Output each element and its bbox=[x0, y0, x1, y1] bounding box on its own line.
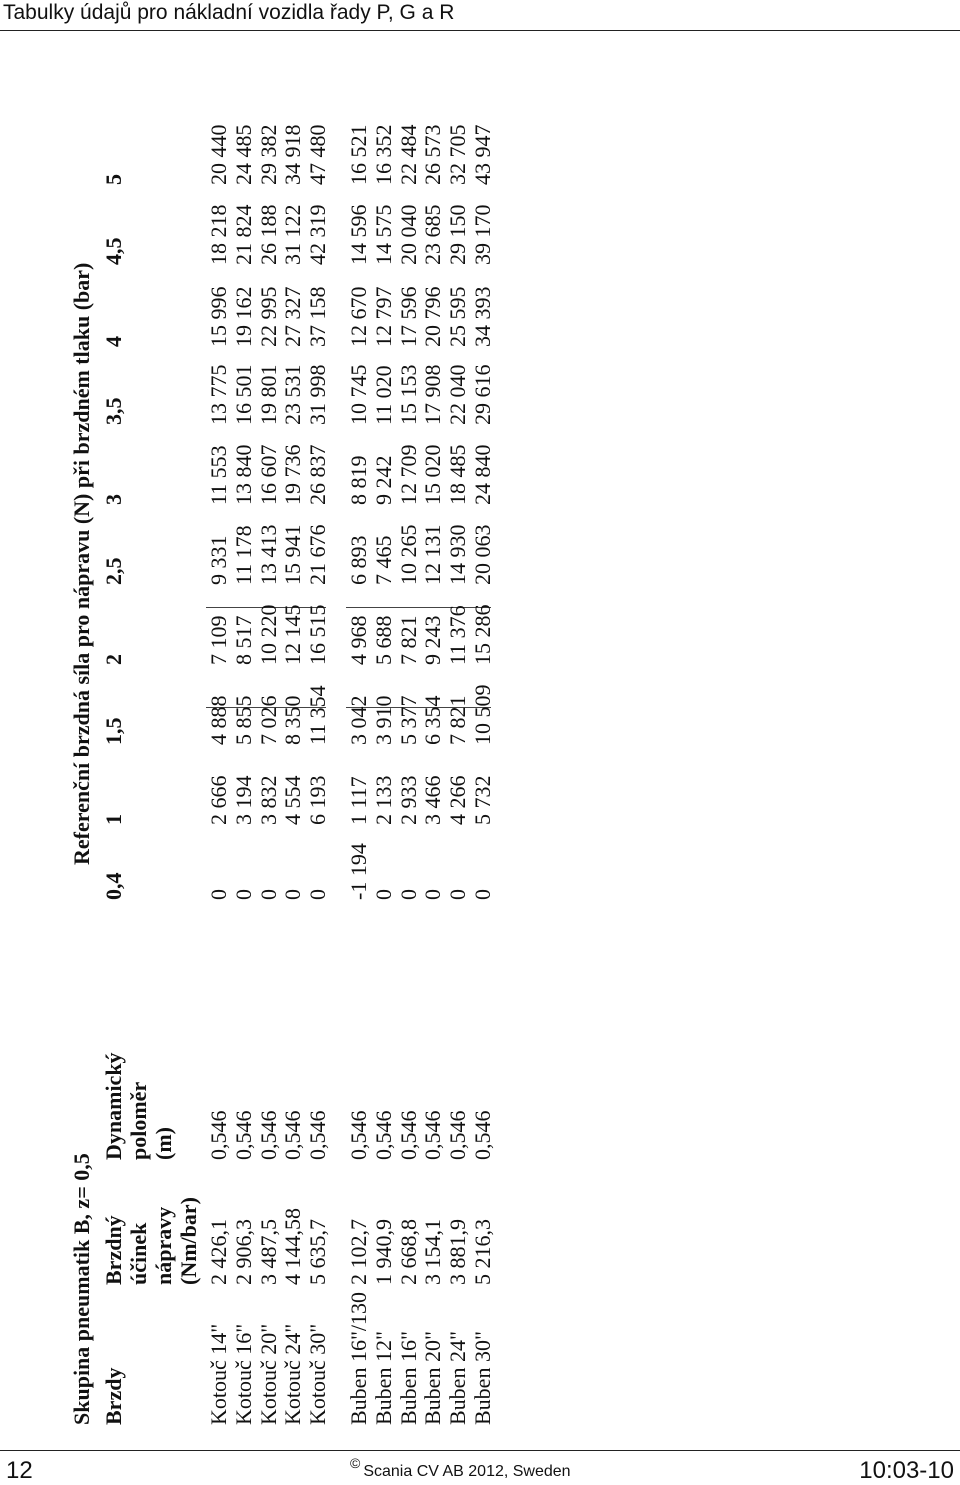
table-cell-force: 10 265 bbox=[395, 524, 421, 585]
table-cell-radius: 0,546 bbox=[230, 1110, 256, 1160]
table-cell-radius: 0,546 bbox=[305, 1110, 331, 1160]
table-cell-force: 3 832 bbox=[255, 775, 281, 825]
table-cell-force: 5 688 bbox=[370, 615, 396, 665]
table-cell-force: 2 666 bbox=[206, 775, 231, 825]
table-cell-force: 29 616 bbox=[470, 364, 495, 425]
table-cell-radius: 0,546 bbox=[445, 1110, 471, 1160]
table-reference-title: Referenční brzdná síla pro nápravu (N) při brzdném tlaku (bar) bbox=[69, 262, 94, 865]
table-cell-force: 26 573 bbox=[420, 124, 446, 185]
table-row-brake: Buben 30" bbox=[470, 1331, 495, 1425]
table-cell-effect: 3 487,5 bbox=[255, 1219, 281, 1285]
table-cell-force: 9 243 bbox=[420, 615, 446, 665]
table-cell-force: 3 042 bbox=[346, 695, 371, 745]
table-cell-radius: 0,546 bbox=[370, 1110, 396, 1160]
table-group-title: Skupina pneumatik B, z= 0,5 bbox=[69, 1153, 94, 1425]
table-cell-force: 16 501 bbox=[230, 364, 256, 425]
table-row-brake: Kotouč 20" bbox=[255, 1323, 281, 1425]
table-cell-force: 43 947 bbox=[470, 124, 495, 185]
table-row-brake: Buben 20" bbox=[420, 1331, 446, 1425]
table-cell-effect: 3 154,1 bbox=[420, 1219, 446, 1285]
table-row-brake: Kotouč 30" bbox=[305, 1323, 331, 1425]
table-cell-radius: 0,546 bbox=[395, 1110, 421, 1160]
table-cell-effect: 2 426,1 bbox=[206, 1219, 231, 1285]
table-cell-force: 4 968 bbox=[346, 615, 371, 665]
table-cell-effect: 2 102,7 bbox=[346, 1219, 371, 1285]
table-cell-force: 17 908 bbox=[420, 364, 446, 425]
table-cell-force: 0 bbox=[230, 889, 256, 900]
table-cell-force: 5 855 bbox=[230, 695, 256, 745]
table-cell-force: 23 531 bbox=[280, 364, 306, 425]
table-cell-force: 20 440 bbox=[206, 124, 231, 185]
pressure-header: 3,5 bbox=[101, 397, 126, 425]
table-cell-effect: 3 881,9 bbox=[445, 1219, 471, 1285]
pressure-header: 0,4 bbox=[101, 872, 126, 900]
table-cell-force: 14 575 bbox=[370, 204, 396, 265]
table-cell-force: 13 775 bbox=[206, 364, 231, 425]
table-cell-force: 11 354 bbox=[305, 685, 331, 745]
table-cell-force: 3 194 bbox=[230, 775, 256, 825]
table-cell-force: 26 837 bbox=[305, 444, 331, 505]
table-cell-force: 23 685 bbox=[420, 204, 446, 265]
table-cell-force: -1 194 bbox=[346, 843, 371, 900]
table-cell-force: 4 554 bbox=[280, 775, 306, 825]
table-cell-force: 7 026 bbox=[255, 695, 281, 745]
table-cell-force: 0 bbox=[420, 889, 446, 900]
table-cell-radius: 0,546 bbox=[420, 1110, 446, 1160]
table-cell-force: 19 162 bbox=[230, 286, 256, 347]
pressure-header: 5 bbox=[101, 174, 126, 185]
table-cell-force: 10 745 bbox=[346, 364, 371, 425]
table-cell-force: 15 996 bbox=[206, 286, 231, 347]
table-cell-force: 12 145 bbox=[280, 604, 306, 665]
table-cell-force: 21 824 bbox=[230, 204, 256, 265]
table-cell-force: 25 595 bbox=[445, 286, 471, 347]
table-cell-force: 0 bbox=[445, 889, 471, 900]
table-cell-force: 7 821 bbox=[395, 615, 421, 665]
table-cell-force: 6 893 bbox=[346, 535, 371, 585]
table-cell-effect: 1 940,9 bbox=[370, 1219, 396, 1285]
table-row-brake: Kotouč 24" bbox=[280, 1323, 306, 1425]
brake-force-table bbox=[64, 124, 495, 1425]
table-cell-effect: 5 635,7 bbox=[305, 1219, 331, 1285]
table-cell-force: 0 bbox=[395, 889, 421, 900]
table-cell-force: 7 821 bbox=[445, 695, 471, 745]
table-cell-force: 27 327 bbox=[280, 286, 306, 347]
table-cell-force: 17 596 bbox=[395, 286, 421, 347]
table-cell-radius: 0,546 bbox=[346, 1110, 371, 1160]
table-cell-force: 47 480 bbox=[305, 124, 331, 185]
table-cell-force: 37 158 bbox=[305, 286, 331, 347]
table-cell-force: 24 485 bbox=[230, 124, 256, 185]
copyright-icon: © bbox=[350, 1455, 361, 1471]
pressure-header: 2 bbox=[101, 654, 126, 665]
table-cell-force: 31 122 bbox=[280, 204, 306, 265]
table-cell-force: 6 193 bbox=[305, 775, 331, 825]
table-row-brake: Buben 16" bbox=[395, 1331, 421, 1425]
table-cell-force: 12 670 bbox=[346, 286, 371, 347]
table-cell-force: 13 840 bbox=[230, 444, 256, 505]
table-cell-force: 18 218 bbox=[206, 204, 231, 265]
table-cell-force: 19 736 bbox=[280, 444, 306, 505]
table-cell-effect: 4 144,58 bbox=[280, 1208, 306, 1285]
table-cell-force: 20 796 bbox=[420, 286, 446, 347]
table-cell-force: 4 266 bbox=[445, 775, 471, 825]
table-row-brake: Kotouč 14" bbox=[206, 1323, 231, 1425]
table-cell-effect: 5 216,3 bbox=[470, 1219, 495, 1285]
table-cell-force: 0 bbox=[255, 889, 281, 900]
table-cell-radius: 0,546 bbox=[206, 1110, 231, 1160]
table-cell-force: 11 376 bbox=[445, 605, 471, 665]
table-cell-force: 8 350 bbox=[280, 695, 306, 745]
table-cell-force: 1 117 bbox=[346, 776, 371, 825]
table-cell-force: 0 bbox=[370, 889, 396, 900]
table-cell-force: 21 676 bbox=[305, 524, 331, 585]
table-row-brake: Buben 24" bbox=[445, 1331, 471, 1425]
copyright-text: Scania CV AB 2012, Sweden bbox=[363, 1463, 571, 1480]
table-cell-force: 22 040 bbox=[445, 364, 471, 425]
table-cell-force: 4 888 bbox=[206, 695, 231, 745]
table-cell-force: 8 819 bbox=[346, 455, 371, 505]
table-cell-force: 18 485 bbox=[445, 444, 471, 505]
table-cell-force: 12 131 bbox=[420, 524, 446, 585]
table-cell-force: 10 509 bbox=[470, 684, 495, 745]
table-cell-radius: 0,546 bbox=[470, 1110, 495, 1160]
page-header bbox=[0, 0, 960, 31]
table-cell-force: 16 352 bbox=[370, 124, 396, 185]
page-number: 12 bbox=[6, 1457, 33, 1484]
table-cell-force: 15 020 bbox=[420, 444, 446, 505]
table-cell-force: 20 040 bbox=[395, 204, 421, 265]
table-cell-effect: 2 668,8 bbox=[395, 1219, 421, 1285]
header-brakes: Brzdy bbox=[101, 1367, 126, 1425]
table-cell-force: 16 521 bbox=[346, 124, 371, 185]
header-effect-4: (Nm/bar) bbox=[176, 1197, 201, 1285]
table-cell-force: 42 319 bbox=[305, 204, 331, 265]
table-cell-force: 22 995 bbox=[255, 286, 281, 347]
table-cell-force: 10 220 bbox=[255, 604, 281, 665]
table-cell-force: 0 bbox=[280, 889, 306, 900]
pressure-header: 1 bbox=[101, 814, 126, 825]
table-cell-force: 15 941 bbox=[280, 524, 306, 585]
table-cell-force: 2 133 bbox=[370, 775, 396, 825]
table-cell-force: 34 918 bbox=[280, 124, 306, 185]
table-row-brake: Kotouč 16" bbox=[230, 1323, 256, 1425]
table-cell-force: 8 517 bbox=[230, 615, 256, 665]
table-cell-force: 11 178 bbox=[230, 525, 256, 585]
table-cell-force: 2 933 bbox=[395, 775, 421, 825]
table-cell-force: 5 377 bbox=[395, 695, 421, 745]
table-cell-force: 0 bbox=[206, 889, 231, 900]
table-cell-radius: 0,546 bbox=[255, 1110, 281, 1160]
table-cell-effect: 2 906,3 bbox=[230, 1219, 256, 1285]
table-row-brake: Buben 12" bbox=[370, 1331, 396, 1425]
header-radius-3: (m) bbox=[151, 1127, 176, 1160]
header-effect-1: Brzdný bbox=[101, 1215, 126, 1285]
table-cell-force: 11 020 bbox=[370, 365, 396, 425]
table-cell-force: 3 466 bbox=[420, 775, 446, 825]
table-cell-force: 26 188 bbox=[255, 204, 281, 265]
page-footer bbox=[0, 1450, 960, 1484]
table-cell-force: 29 382 bbox=[255, 124, 281, 185]
pressure-header: 4 bbox=[101, 336, 126, 347]
table-cell-force: 7 109 bbox=[206, 615, 231, 665]
table-cell-force: 19 801 bbox=[255, 364, 281, 425]
table-cell-force: 5 732 bbox=[470, 775, 495, 825]
table-cell-force: 9 242 bbox=[370, 455, 396, 505]
table-cell-force: 16 515 bbox=[305, 604, 331, 665]
table-cell-force: 12 797 bbox=[370, 286, 396, 347]
header-radius-2: poloměr bbox=[126, 1081, 151, 1160]
copyright-notice bbox=[350, 1455, 571, 1481]
table-cell-force: 13 413 bbox=[255, 524, 281, 585]
table-cell-force: 3 910 bbox=[370, 695, 396, 745]
table-cell-force: 22 484 bbox=[395, 124, 421, 185]
table-cell-force: 11 553 bbox=[206, 445, 231, 505]
pressure-header: 4,5 bbox=[101, 237, 126, 265]
table-cell-force: 15 153 bbox=[395, 364, 421, 425]
table-cell-force: 6 354 bbox=[420, 695, 446, 745]
table-cell-force: 0 bbox=[305, 889, 331, 900]
table-row-brake: Buben 16"/130 bbox=[346, 1291, 371, 1425]
header-radius-1: Dynamický bbox=[101, 1052, 126, 1160]
page-title: Tabulky údajů pro nákladní vozidla řady P, G a R bbox=[3, 1, 455, 24]
table-cell-force: 34 393 bbox=[470, 286, 495, 347]
table-cell-force: 16 607 bbox=[255, 444, 281, 505]
table-cell-force: 20 063 bbox=[470, 524, 495, 585]
table-cell-force: 0 bbox=[470, 889, 495, 900]
table-cell-force: 14 596 bbox=[346, 204, 371, 265]
table-cell-force: 29 150 bbox=[445, 204, 471, 265]
table-cell-force: 7 465 bbox=[370, 535, 396, 585]
header-effect-2: účinek bbox=[126, 1222, 151, 1285]
table-cell-force: 39 170 bbox=[470, 204, 495, 265]
pressure-header: 1,5 bbox=[101, 717, 126, 745]
document-date: 10:03-10 bbox=[859, 1457, 954, 1484]
table-cell-force: 32 705 bbox=[445, 124, 471, 185]
table-cell-force: 15 286 bbox=[470, 604, 495, 665]
table-cell-force: 14 930 bbox=[445, 524, 471, 585]
pressure-header: 3 bbox=[101, 494, 126, 505]
table-cell-force: 12 709 bbox=[395, 444, 421, 505]
table-cell-force: 24 840 bbox=[470, 444, 495, 505]
header-effect-3: nápravy bbox=[151, 1206, 176, 1285]
table-cell-force: 31 998 bbox=[305, 364, 331, 425]
pressure-header: 2,5 bbox=[101, 557, 126, 585]
table-cell-force: 9 331 bbox=[206, 535, 231, 585]
table-cell-radius: 0,546 bbox=[280, 1110, 306, 1160]
